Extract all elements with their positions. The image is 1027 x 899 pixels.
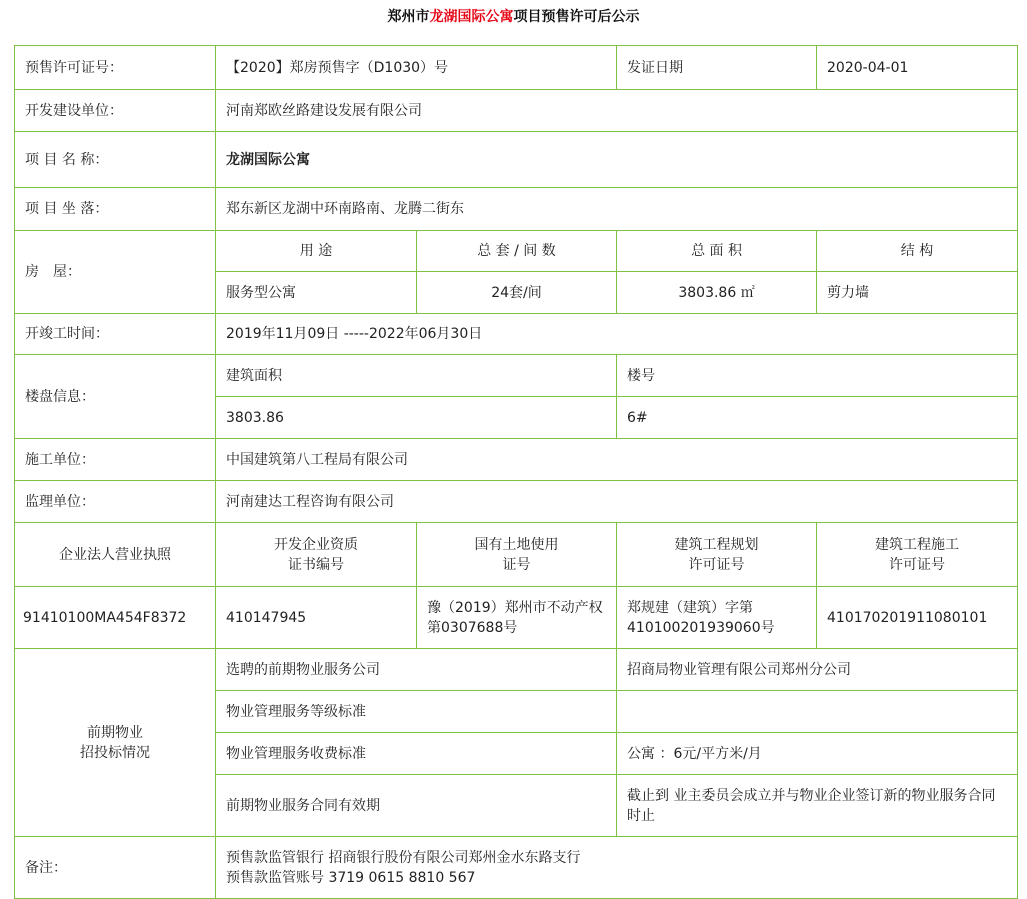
planning-permit-number: 郑规建（建筑）字第410100201939060号: [617, 587, 817, 649]
contractor-value: 中国建筑第八工程局有限公司: [216, 439, 1018, 481]
construction-period-row: [15, 314, 1018, 355]
property-contract-key: 前期物业服务合同有效期: [216, 775, 617, 837]
house-usage: 服务型公寓: [216, 272, 417, 314]
building-number-value: 6#: [617, 397, 1018, 439]
remarks-account: 预售款监管账号 3719 0615 8810 567: [226, 869, 476, 886]
qualification-cert-number: 410147945: [216, 587, 417, 649]
supervisor-label: 监理单位：: [15, 481, 216, 523]
supervisor-row: [15, 481, 1018, 523]
license-header-row: [15, 523, 1018, 587]
house-label: 房 屋：: [15, 231, 216, 314]
building-info-label: 楼盘信息：: [15, 355, 216, 439]
page-title: [0, 6, 1027, 26]
permit-label: 预售许可证号：: [15, 46, 216, 90]
developer-value: 河南郑欧丝路建设发展有限公司: [216, 90, 1018, 132]
location-value: 郑东新区龙湖中环南路南、龙腾二街东: [216, 188, 1018, 231]
house-header-structure: 结 构: [817, 231, 1018, 272]
construction-period-value: 2019年11月09日 -----2022年06月30日: [216, 314, 1018, 355]
building-number-header: 楼号: [617, 355, 1018, 397]
property-grade-value: [617, 691, 1018, 733]
remarks-bank: 预售款监管银行 招商银行股份有限公司郑州金水东路支行: [226, 849, 581, 866]
business-license-number: 91410100MA454F8372: [15, 587, 216, 649]
property-fee-value: 公寓 ：6元/平方米/月: [617, 733, 1018, 775]
developer-label: 开发建设单位：: [15, 90, 216, 132]
property-company-key: 选聘的前期物业服务公司: [216, 649, 617, 691]
house-units: 24套/间: [417, 272, 617, 314]
remarks-label: 备注：: [15, 837, 216, 899]
contractor-row: [15, 439, 1018, 481]
permit-row: [15, 46, 1018, 90]
property-contract-value: 截止到 业主委员会成立并与物业企业签订新的物业服务合同时止: [617, 775, 1018, 837]
house-header-row: [15, 231, 1018, 272]
building-info-header-row: [15, 355, 1018, 397]
title-project-name: 龙湖国际公寓: [429, 9, 514, 25]
property-tender-label: 前期物业 招投标情况: [15, 649, 216, 837]
construction-permit-number: 410170201911080101: [817, 587, 1018, 649]
property-grade-key: 物业管理服务等级标准: [216, 691, 617, 733]
construction-period-label: 开竣工时间：: [15, 314, 216, 355]
house-header-usage: 用 途: [216, 231, 417, 272]
land-use-cert-header: 国有土地使用 证号: [417, 523, 617, 587]
license-value-row: [15, 587, 1018, 649]
supervisor-value: 河南建达工程咨询有限公司: [216, 481, 1018, 523]
property-fee-key: 物业管理服务收费标准: [216, 733, 617, 775]
construction-permit-header: 建筑工程施工 许可证号: [817, 523, 1018, 587]
presale-info-table: [14, 45, 1018, 899]
issue-date-value: 2020-04-01: [817, 46, 1018, 90]
qualification-cert-header: 开发企业资质 证书编号: [216, 523, 417, 587]
location-row: [15, 188, 1018, 231]
permit-value: 【2020】郑房预售字（D1030）号: [216, 46, 617, 90]
property-row-company: [15, 649, 1018, 691]
house-area: 3803.86 ㎡: [617, 272, 817, 314]
project-name-value: 龙湖国际公寓: [216, 132, 1018, 188]
remarks-value: [216, 837, 1018, 899]
property-company-value: 招商局物业管理有限公司郑州分公司: [617, 649, 1018, 691]
building-area-header: 建筑面积: [216, 355, 617, 397]
remarks-row: [15, 837, 1018, 899]
house-header-area: 总 面 积: [617, 231, 817, 272]
project-name-label: 项 目 名 称：: [15, 132, 216, 188]
planning-permit-header: 建筑工程规划 许可证号: [617, 523, 817, 587]
house-structure: 剪力墙: [817, 272, 1018, 314]
contractor-label: 施工单位：: [15, 439, 216, 481]
house-header-units: 总 套 / 间 数: [417, 231, 617, 272]
project-name-row: [15, 132, 1018, 188]
building-area-value: 3803.86: [216, 397, 617, 439]
issue-date-label: 发证日期: [617, 46, 817, 90]
title-suffix: 项目预售许可后公示: [513, 9, 640, 25]
location-label: 项 目 坐 落：: [15, 188, 216, 231]
land-use-cert-number: 豫（2019）郑州市不动产权第0307688号: [417, 587, 617, 649]
business-license-label: 企业法人营业执照: [15, 523, 216, 587]
title-prefix: 郑州市: [387, 9, 430, 25]
developer-row: [15, 90, 1018, 132]
